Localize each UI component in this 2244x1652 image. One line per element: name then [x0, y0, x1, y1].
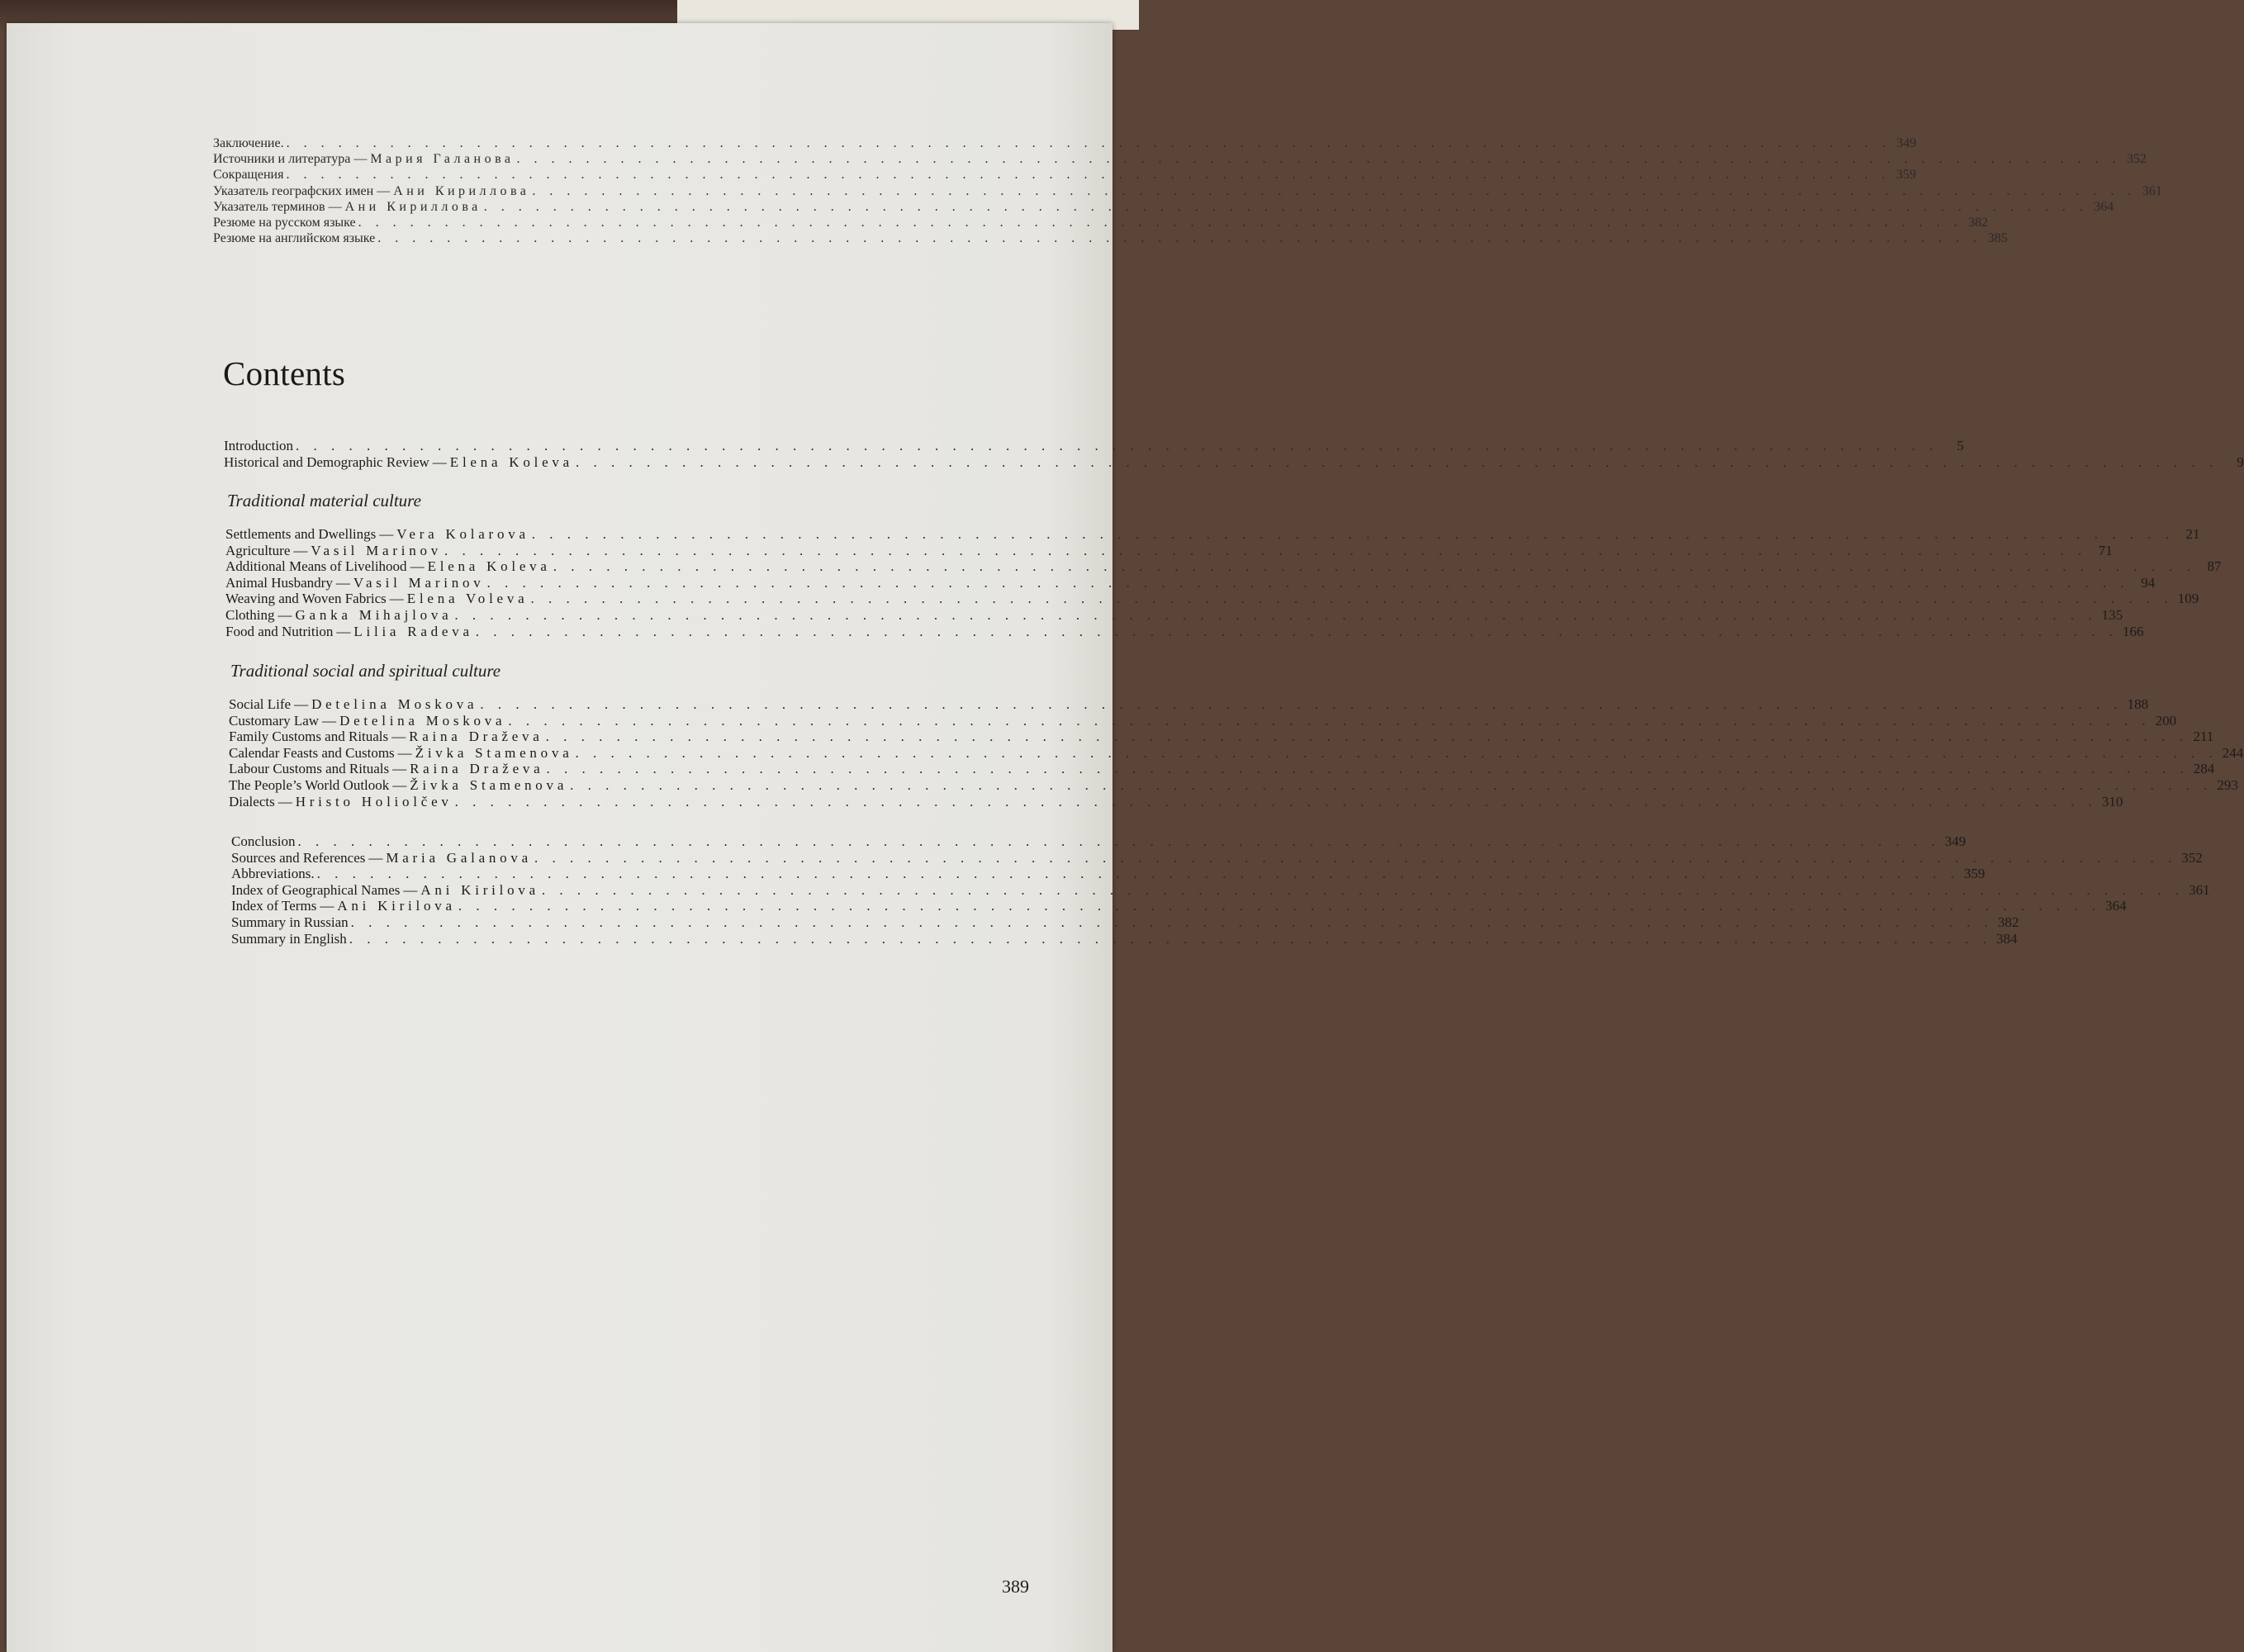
dot-leader: . . . . . . . . . . . . . . . . . . . . . . . . . . . . . . . . . . . . . . . . . . . . . . . . . . . . . . . . . . . . . . . . . . . . . . . . . . . . . . . . . . . . . . . . . . . . . — [377, 231, 1982, 246]
entry-title: Clothing — [225, 606, 275, 623]
toc-entry-label — [225, 607, 452, 624]
entry-title: Settlements and Dwellings — [225, 526, 377, 542]
dot-leader: . . . . . . . . . . . . . . . . . . . . . . . . . . . . . . . . . . . . . . . . . . . . . . . . . . . . . . . . . . . . . . . . . . . . . . . . . . . . . . . . . . . . . . . . . . . . . — [486, 574, 2130, 591]
dot-leader: . . . . . . . . . . . . . . . . . . . . . . . . . . . . . . . . . . . . . . . . . . . . . . . . . . . . . . . . . . . . . . . . . . . . . . . . . . . . . . . . . . . . . . . . . . . . . — [286, 168, 1891, 183]
toc-entry — [231, 881, 2210, 899]
entry-author: Ani Kirilova — [337, 898, 456, 914]
dot-leader: . . . . . . . . . . . . . . . . . . . . . . . . . . . . . . . . . . . . . . . . . . . . . . . . . . . . . . . . . . . . . . . . . . . . . . . . . . . . . . . . . . . . . . . . . . . . . — [297, 833, 1941, 849]
dot-leader: . . . . . . . . . . . . . . . . . . . . . . . . . . . . . . . . . . . . . . . . . . . . . . . . . . . . . . . . . . . . . . . . . . . . . . . . . . . . . . . . . . . . . . . . . . . . . — [516, 152, 2121, 167]
entry-page-number: 166 — [2123, 623, 2144, 639]
toc-entry — [231, 849, 2203, 866]
toc-entry — [229, 729, 2214, 745]
toc-entry-label — [229, 777, 567, 794]
entry-page-number: 200 — [2155, 712, 2177, 729]
toc-entry — [229, 712, 2177, 729]
em-dash: — — [294, 696, 309, 712]
entry-author: Živka Stamenova — [415, 744, 573, 761]
dot-leader: . . . . . . . . . . . . . . . . . . . . . . . . . . . . . . . . . . . . . . . . . . . . . . . . . . . . . . . . . . . . . . . . . . . . . . . . . . . . . . . . . . . . . . . . . . . . . — [570, 776, 2213, 793]
entry-title: Labour Customs and Rituals — [229, 761, 390, 777]
entry-title: Указатель географских имен — [213, 183, 374, 198]
toc-entry — [213, 151, 2147, 167]
entry-title: Animal Husbandry — [225, 574, 333, 591]
em-dash: — — [336, 623, 351, 639]
entry-title: Сокращения — [213, 168, 284, 183]
dot-leader: . . . . . . . . . . . . . . . . . . . . . . . . . . . . . . . . . . . . . . . . . . . . . . . . . . . . . . . . . . . . . . . . . . . . . . . . . . . . . . . . . . . . . . . . . . . . . — [530, 591, 2174, 607]
toc-entry — [213, 135, 1917, 151]
dot-leader: . . . . . . . . . . . . . . . . . . . . . . . . . . . . . . . . . . . . . . . . . . . . . . . . . . . . . . . . . . . . . . . . . . . . . . . . . . . . . . . . . . . . . . . . . . . . . — [475, 623, 2118, 639]
toc-entry-label — [213, 183, 529, 199]
entry-author: Ani Kirilova — [420, 881, 539, 898]
entry-title: Резюме на английском языке — [213, 231, 376, 246]
entry-title: Family Customs and Rituals — [229, 729, 389, 745]
entry-author: Elena Koleva — [427, 558, 551, 575]
em-dash: — — [368, 849, 383, 866]
entry-page-number: 21 — [2185, 526, 2200, 542]
dot-leader: . . . . . . . . . . . . . . . . . . . . . . . . . . . . . . . . . . . . . . . . . . . . . . . . . . . . . . . . . . . . . . . . . . . . . . . . . . . . . . . . . . . . . . . . . . . . . — [454, 793, 2098, 809]
entry-title: Conclusion — [231, 833, 296, 849]
toc-entry — [225, 542, 2113, 559]
entry-page-number: 87 — [2207, 558, 2222, 575]
dot-leader: . . . . . . . . . . . . . . . . . . . . . . . . . . . . . . . . . . . . . . . . . . . . . . . . . . . . . . . . . . . . . . . . . . . . . . . . . . . . . . . . . . . . . . . . . . . . . — [553, 558, 2196, 575]
dot-leader: . . . . . . . . . . . . . . . . . . . . . . . . . . . . . . . . . . . . . . . . . . . . . . . . . . . . . . . . . . . . . . . . . . . . . . . . . . . . . . . . . . . . . . . . . . . . . — [480, 696, 2123, 712]
toc-entry-label — [231, 898, 456, 914]
toc-entry — [225, 574, 2156, 591]
em-dash: — — [397, 744, 412, 761]
page-number: 389 — [1002, 1576, 1029, 1597]
toc-entry — [231, 898, 2127, 914]
entry-title: Index of Terms — [231, 898, 317, 914]
toc-entry-label — [231, 866, 315, 882]
dot-leader: . . . . . . . . . . . . . . . . . . . . . . . . . . . . . . . . . . . . . . . . . . . . . . . . . . . . . . . . . . . . . . . . . . . . . . . . . . . . . . . . . . . . . . . . . . . . . — [296, 438, 1938, 453]
entry-title: Additional Means of Livelihood — [225, 558, 407, 575]
intro-toc-list — [224, 438, 2244, 470]
dot-leader: . . . . . . . . . . . . . . . . . . . . . . . . . . . . . . . . . . . . . . . . . . . . . . . . . . . . . . . . . . . . . . . . . . . . . . . . . . . . . . . . . . . . . . . . . . . . . — [358, 215, 1963, 230]
toc-entry — [225, 606, 2123, 624]
back-matter-toc-list — [231, 833, 2210, 947]
toc-entry-label — [231, 882, 539, 899]
em-dash: — — [379, 526, 394, 542]
entry-author: Elena Koleva — [449, 453, 573, 470]
toc-entry-label — [224, 454, 573, 471]
toc-entry-label — [225, 558, 551, 575]
entry-title: Источники и литература — [213, 152, 351, 167]
toc-entry-label — [229, 761, 543, 777]
toc-entry — [213, 230, 2008, 246]
dot-leader: . . . . . . . . . . . . . . . . . . . . . . . . . . . . . . . . . . . . . . . . . . . . . . . . . . . . . . . . . . . . . . . . . . . . . . . . . . . . . . . . . . . . . . . . . . . . . — [531, 526, 2175, 542]
entry-page-number: 284 — [2193, 761, 2215, 777]
entry-title: Customary Law — [229, 712, 320, 729]
entry-title: Calendar Feasts and Customs — [229, 744, 395, 761]
dot-leader: . . . . . . . . . . . . . . . . . . . . . . . . . . . . . . . . . . . . . . . . . . . . . . . . . . . . . . . . . . . . . . . . . . . . . . . . . . . . . . . . . . . . . . . . . . . . . — [534, 849, 2177, 866]
entry-page-number: 293 — [2217, 776, 2238, 793]
toc-entry — [229, 696, 2149, 713]
toc-entry — [225, 526, 2200, 543]
book-page — [7, 23, 2244, 1652]
contents-heading: Contents — [223, 354, 346, 392]
material-toc-list — [225, 526, 2222, 639]
entry-author: Vera Kolarova — [396, 526, 529, 542]
toc-entry-label — [213, 199, 482, 215]
toc-entry-label — [213, 230, 375, 246]
entry-author: Vasil Marinov — [311, 542, 443, 558]
toc-entry — [231, 833, 1966, 850]
entry-page-number: 109 — [2177, 591, 2199, 607]
em-dash: — — [392, 776, 407, 793]
em-dash: — — [278, 793, 292, 809]
entry-page-number: 385 — [1987, 231, 2008, 246]
entry-author: Hristo Holiolčev — [295, 793, 453, 809]
entry-title: Index of Geographical Names — [231, 881, 401, 898]
entry-page-number: 349 — [1896, 136, 1917, 150]
entry-title: Agriculture — [225, 542, 291, 558]
entry-author: Ани Кириллова — [344, 199, 482, 214]
toc-entry-label — [229, 696, 477, 713]
toc-entry — [213, 215, 1989, 230]
entry-page-number: 71 — [2098, 542, 2113, 558]
toc-entry — [213, 183, 2162, 199]
entry-title: Summary in English — [231, 930, 347, 947]
entry-page-number: 310 — [2101, 793, 2123, 809]
em-dash: — — [432, 453, 447, 470]
toc-entry-label — [213, 167, 283, 183]
toc-entry-label — [225, 543, 442, 559]
em-dash: — — [353, 152, 368, 167]
dot-leader: . . . . . . . . . . . . . . . . . . . . . . . . . . . . . . . . . . . . . . . . . . . . . . . . . . . . . . . . . . . . . . . . . . . . . . . . . . . . . . . . . . . . . . . . . . . . . — [575, 744, 2218, 761]
toc-entry — [229, 776, 2238, 794]
toc-entry — [213, 167, 1916, 183]
toc-entry-label — [213, 135, 284, 151]
em-dash: — — [322, 712, 337, 729]
entry-page-number: 361 — [2189, 881, 2210, 898]
dot-leader: . . . . . . . . . . . . . . . . . . . . . . . . . . . . . . . . . . . . . . . . . . . . . . . . . . . . . . . . . . . . . . . . . . . . . . . . . . . . . . . . . . . . . . . . . . . . . — [286, 136, 1891, 150]
toc-entry — [229, 744, 2244, 762]
toc-entry — [229, 793, 2123, 810]
entry-author: Мария Галанова — [370, 152, 515, 167]
dot-leader: . . . . . . . . . . . . . . . . . . . . . . . . . . . . . . . . . . . . . . . . . . . . . . . . . . . . . . . . . . . . . . . . . . . . . . . . . . . . . . . . . . . . . . . . . . . . . — [458, 898, 2101, 914]
em-dash: — — [377, 183, 391, 198]
toc-entry-label — [225, 591, 528, 607]
toc-entry-label — [231, 850, 532, 866]
section-heading-material: Traditional material culture — [227, 491, 421, 510]
toc-entry-label — [231, 833, 295, 850]
em-dash: — — [403, 881, 418, 898]
entry-author: Raina Draževa — [410, 761, 544, 777]
entry-author: Detelina Moskova — [339, 712, 506, 729]
dot-leader: . . . . . . . . . . . . . . . . . . . . . . . . . . . . . . . . . . . . . . . . . . . . . . . . . . . . . . . . . . . . . . . . . . . . . . . . . . . . . . . . . . . . . . . . . . . . . — [575, 453, 2218, 470]
section-heading-social: Traditional social and spiritual culture — [230, 661, 501, 681]
entry-author: Raina Draževa — [409, 729, 543, 745]
entry-page-number: 94 — [2141, 574, 2156, 591]
entry-page-number: 352 — [2126, 152, 2147, 167]
toc-entry-label — [225, 624, 473, 640]
entry-page-number: 5 — [1957, 438, 1964, 453]
dot-leader: . . . . . . . . . . . . . . . . . . . . . . . . . . . . . . . . . . . . . . . . . . . . . . . . . . . . . . . . . . . . . . . . . . . . . . . . . . . . . . . . . . . . . . . . . . . . . — [545, 729, 2189, 745]
entry-page-number: 382 — [1968, 215, 1989, 230]
entry-title: Historical and Demographic Review — [224, 453, 429, 470]
toc-entry — [231, 866, 1985, 882]
toc-entry-label — [229, 713, 505, 729]
entry-page-number: 364 — [2094, 199, 2114, 214]
entry-title: The People’s World Outlook — [229, 776, 390, 793]
em-dash: — — [410, 558, 425, 575]
toc-entry-label — [213, 215, 356, 230]
toc-entry — [225, 623, 2144, 640]
entry-title: Introduction — [224, 438, 294, 453]
dot-leader: . . . . . . . . . . . . . . . . . . . . . . . . . . . . . . . . . . . . . . . . . . . . . . . . . . . . . . . . . . . . . . . . . . . . . . . . . . . . . . . . . . . . . . . . . . . . . — [349, 930, 1992, 947]
entry-author: Detelina Moskova — [311, 696, 478, 712]
toc-entry — [229, 761, 2215, 777]
entry-page-number: 352 — [2181, 849, 2203, 866]
em-dash: — — [320, 898, 334, 914]
social-toc-list — [229, 696, 2244, 809]
toc-entry — [224, 453, 2244, 471]
entry-title: Food and Nutrition — [225, 623, 334, 639]
toc-entry-label — [229, 794, 453, 810]
entry-title: Указатель терминов — [213, 199, 325, 214]
em-dash: — — [392, 761, 407, 777]
entry-title: Summary in Russian — [231, 914, 349, 930]
toc-entry — [231, 914, 2019, 931]
entry-page-number: 384 — [1996, 930, 2018, 947]
entry-title: Заключение. — [213, 136, 284, 150]
entry-author: Živka Stamenova — [410, 776, 568, 793]
entry-title: Dialects — [229, 793, 275, 809]
entry-page-number: 135 — [2101, 606, 2123, 623]
entry-page-number: 359 — [1963, 866, 1985, 882]
dot-leader: . . . . . . . . . . . . . . . . . . . . . . . . . . . . . . . . . . . . . . . . . . . . . . . . . . . . . . . . . . . . . . . . . . . . . . . . . . . . . . . . . . . . . . . . . . . . . — [316, 866, 1960, 882]
toc-entry-label — [213, 151, 514, 167]
em-dash: — — [328, 199, 342, 214]
russian-toc-list — [213, 135, 2162, 246]
dot-leader: . . . . . . . . . . . . . . . . . . . . . . . . . . . . . . . . . . . . . . . . . . . . . . . . . . . . . . . . . . . . . . . . . . . . . . . . . . . . . . . . . . . . . . . . . . . . . — [546, 761, 2189, 777]
em-dash: — — [278, 606, 292, 623]
entry-page-number: 188 — [2127, 696, 2149, 712]
dot-leader: . . . . . . . . . . . . . . . . . . . . . . . . . . . . . . . . . . . . . . . . . . . . . . . . . . . . . . . . . . . . . . . . . . . . . . . . . . . . . . . . . . . . . . . . . . . . . — [454, 606, 2098, 623]
entry-author: Vasil Marinov — [353, 574, 485, 591]
entry-title: Weaving and Woven Fabrics — [225, 591, 387, 607]
entry-page-number: 244 — [2222, 744, 2244, 761]
entry-author: Ани Кириллова — [393, 183, 530, 198]
em-dash: — — [391, 729, 406, 745]
entry-title: Abbreviations. — [231, 866, 315, 882]
toc-entry — [231, 930, 2018, 947]
toc-entry-label — [229, 729, 543, 745]
toc-entry-label — [225, 526, 529, 543]
entry-title: Резюме на русском языке — [213, 215, 356, 230]
toc-entry-label — [231, 931, 347, 947]
toc-entry — [224, 438, 1964, 454]
entry-page-number: 364 — [2105, 898, 2127, 914]
entry-author: Ganka Mihajlova — [295, 606, 453, 623]
toc-entry — [225, 558, 2222, 575]
toc-entry-label — [231, 914, 349, 931]
toc-entry — [213, 199, 2114, 215]
dot-leader: . . . . . . . . . . . . . . . . . . . . . . . . . . . . . . . . . . . . . . . . . . . . . . . . . . . . . . . . . . . . . . . . . . . . . . . . . . . . . . . . . . . . . . . . . . . . . — [508, 712, 2151, 729]
toc-entry-label — [224, 438, 293, 454]
toc-entry — [225, 591, 2199, 607]
dot-leader: . . . . . . . . . . . . . . . . . . . . . . . . . . . . . . . . . . . . . . . . . . . . . . . . . . . . . . . . . . . . . . . . . . . . . . . . . . . . . . . . . . . . . . . . . . . . . — [483, 199, 2089, 214]
entry-page-number: 211 — [2193, 729, 2214, 745]
entry-title: Social Life — [229, 696, 292, 712]
dot-leader: . . . . . . . . . . . . . . . . . . . . . . . . . . . . . . . . . . . . . . . . . . . . . . . . . . . . . . . . . . . . . . . . . . . . . . . . . . . . . . . . . . . . . . . . . . . . . — [532, 183, 2137, 198]
toc-entry-label — [225, 575, 485, 591]
entry-page-number: 9 — [2237, 453, 2244, 470]
entry-page-number: 359 — [1895, 168, 1916, 183]
entry-author: Maria Galanova — [386, 849, 532, 866]
dot-leader: . . . . . . . . . . . . . . . . . . . . . . . . . . . . . . . . . . . . . . . . . . . . . . . . . . . . . . . . . . . . . . . . . . . . . . . . . . . . . . . . . . . . . . . . . . . . . — [444, 542, 2087, 558]
dot-leader: . . . . . . . . . . . . . . . . . . . . . . . . . . . . . . . . . . . . . . . . . . . . . . . . . . . . . . . . . . . . . . . . . . . . . . . . . . . . . . . . . . . . . . . . . . . . . — [541, 881, 2185, 898]
entry-title: Sources and References — [231, 849, 366, 866]
entry-author: Lilia Radeva — [353, 623, 473, 639]
entry-page-number: 361 — [2142, 183, 2162, 198]
entry-page-number: 382 — [1997, 914, 2019, 930]
entry-author: Elena Voleva — [406, 591, 529, 607]
em-dash: — — [293, 542, 308, 558]
dot-leader: . . . . . . . . . . . . . . . . . . . . . . . . . . . . . . . . . . . . . . . . . . . . . . . . . . . . . . . . . . . . . . . . . . . . . . . . . . . . . . . . . . . . . . . . . . . . . — [350, 914, 1994, 930]
toc-entry-label — [229, 745, 573, 762]
em-dash: — — [335, 574, 350, 591]
entry-page-number: 349 — [1944, 833, 1966, 849]
em-dash: — — [389, 591, 404, 607]
